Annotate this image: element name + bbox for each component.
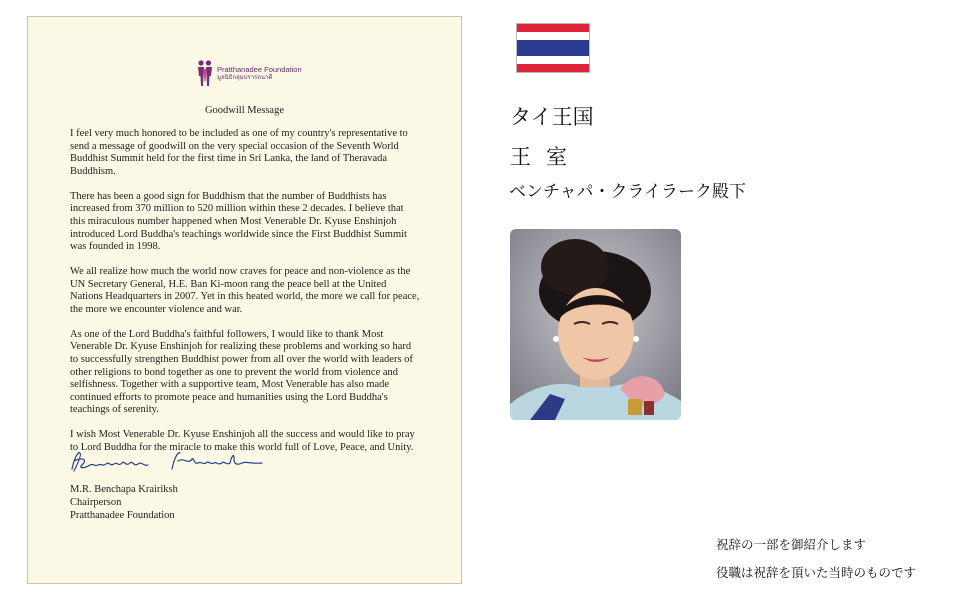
signer-block bbox=[70, 484, 178, 522]
foundation-name: Pratthanadee Foundation bbox=[217, 64, 302, 74]
flag-stripe-red bbox=[517, 24, 589, 32]
royal-heading: 王室 bbox=[510, 145, 582, 169]
signer-name: M.R. Benchapa Krairiksh bbox=[70, 484, 178, 495]
country-heading: タイ王国 bbox=[510, 105, 594, 129]
letter-paragraph: We all realize how much the world now craves for peace and non-violence as the UN Secretary General, H.E. Ban Ki-moon rang the peace bell at the United Nations Headquarters in 2007. Yet in this heated world, the more we call for peace, the more we encounter violence and war. bbox=[70, 266, 420, 315]
flag-stripe-blue bbox=[517, 40, 589, 56]
person-name: ベンチャパ・クライラーク殿下 bbox=[509, 182, 746, 202]
flag-stripe-white bbox=[517, 56, 589, 64]
letter-paragraph: I feel very much honored to be included as one of my country's representative to send a message of goodwill on the very special occasion of the Seventh World Buddhist Summit held for the first time in Sri Lanka, the land of Theravada Buddhism. bbox=[70, 128, 408, 177]
letter-paragraph: I wish Most Venerable Dr. Kyuse Enshinjoh all the success and would like to pray to Lord Buddha for the miracle to make this world full of Love, Peace, and Unity. bbox=[70, 429, 415, 454]
flag-stripe-red bbox=[517, 64, 589, 72]
letter-body bbox=[70, 128, 420, 467]
foundation-logo bbox=[196, 59, 302, 87]
flag-stripe-white bbox=[517, 32, 589, 40]
thailand-flag-icon bbox=[516, 23, 590, 73]
letter-title: Goodwill Message bbox=[204, 105, 285, 116]
goodwill-letter bbox=[27, 16, 462, 584]
foundation-name-thai: มูลนิธิกลุ่มปรารถนาดี bbox=[217, 73, 273, 81]
note-excerpt: 祝辞の一部を御紹介します bbox=[716, 537, 867, 552]
letter-paragraph: There has been a good sign for Buddhism that the number of Buddhists has increased from 370 million to 520 million within these 2 decades. I believe that this miraculous number happened when Most Venerable Dr. Kyuse Enshinjoh introduced Lord Buddha's teachings worldwide since the First Buddhist Summit was founded in 1998. bbox=[70, 190, 407, 253]
note-title-disclaimer: 役職は祝辞を頂いた当時のものです bbox=[716, 565, 917, 580]
portrait-photo bbox=[510, 229, 681, 420]
foundation-logo-icon bbox=[196, 59, 214, 87]
handwritten-signature bbox=[68, 445, 268, 477]
letter-paragraph: As one of the Lord Buddha's faithful followers, I would like to thank Most Venerable Dr. Kyuse Enshinjoh for realizing these problems and working so hard to successfully strengthen Buddhist power from all over the world with leaders of other religions to bond together as one to prevent the world from violence and selfishness. Together with a supportive team, Most Venerable has also made continued efforts to promote peace and humanities using the Lord Buddha's teachings of serenity. bbox=[70, 328, 413, 416]
signer-role: Chairperson bbox=[70, 496, 122, 508]
signer-org: Pratthanadee Foundation bbox=[70, 509, 175, 521]
